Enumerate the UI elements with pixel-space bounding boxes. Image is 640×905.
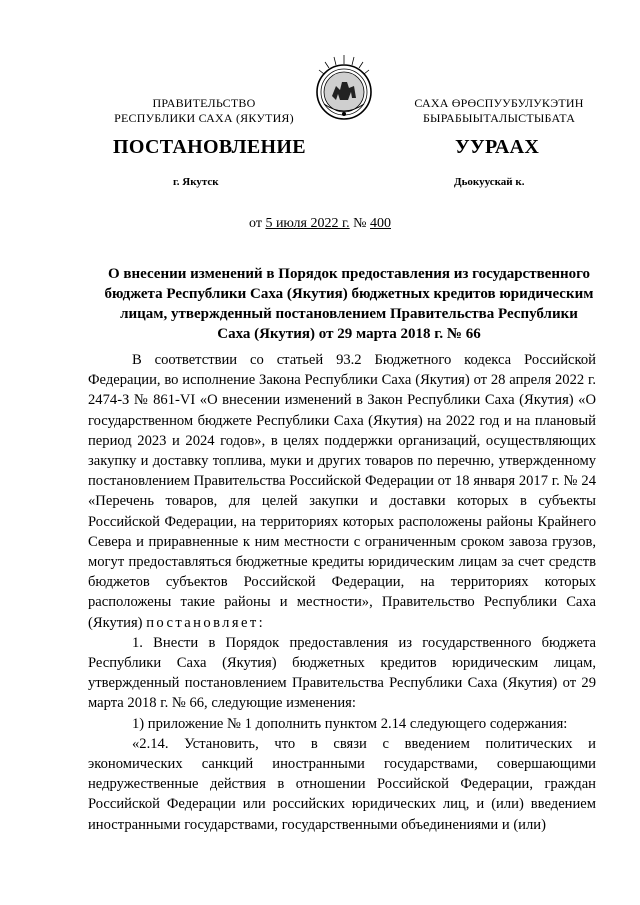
document-date: 5 июля 2022 г.: [265, 216, 350, 231]
date-prefix: от: [249, 216, 266, 231]
decree-word: постановляет:: [146, 614, 266, 631]
issuer-name-russian: [104, 96, 304, 126]
clause-1-paragraph: 1. Внести в Порядок предоставления из государственного бюджета Республики Саха (Якутия) бюджетных кредитов юридическим лицам, утвержденный постановлением Правительства Республики Саха (Якутия) от 29 марта 2018 г. № 66, следующие изменения:: [88, 634, 596, 712]
issuer-line: БЫРАБЫЫТАЛЫСТЫБАТА: [422, 111, 576, 125]
sakha-coat-of-arms-icon: [314, 54, 374, 132]
preamble-paragraph: [88, 350, 596, 633]
document-title: О внесении изменений в Порядок предоставления из государственного бюджета Республики Саха (Якутия) бюджетных кредитов юридическим лицам, утвержденный постановлением Правительства Республики Саха (Якутия) от 29 марта 2018 г. № 66: [104, 266, 594, 342]
issuer-line: РЕСПУБЛИКИ САХА (ЯКУТИЯ): [114, 111, 294, 125]
issuer-name-yakut: [384, 96, 614, 126]
issuer-line: ПРАВИТЕЛЬСТВО: [152, 96, 256, 110]
city-russian: г. Якутск: [173, 176, 219, 188]
preamble-text: В соответствии со статьей 93.2 Бюджетного кодекса Российской Федерации, во исполнение Закона Республики Саха (Якутия) от 28 апреля 2022 г. 2474-З № 861-VI «О внесении изменений в Закон Республики Саха (Якутия) «О государственном бюджете Республики Саха (Якутия) на 2022 год и на плановый период 2023 и 2024 годов», в целях поддержки организаций, осуществляющих закупку и доставку топлива, муки и других товаров по перечню, утвержденному постановлением Правительства Российской Федерации от 18 января 2017 г. № 24 «Перечень товаров, для целей закупки и доставки которых в субъекты Российской Федерации, на территориях которых расположены районы Крайнего Севера и приравненные к ним местности с ограниченным сроком завоза грузов, могут предоставляться бюджетные кредиты юридическим лицам за счет средств бюджетов субъектов Российской Федерации, на территориях которых расположены такие районы и местности», Правительство Республики Саха (Якутия): [88, 352, 596, 631]
clause-2-14-paragraph: «2.14. Установить, что в связи с введением политических и экономических санкций иностранными государствами, совершающими недружественные действия в отношении Российской Федерации, граждан Российской Федерации или российских юридических лиц, и (или) введением иностранными государствами, государственными объединениями и (или): [88, 735, 596, 833]
number-prefix: №: [349, 216, 370, 231]
document-type-russian: ПОСТАНОВЛЕНИЕ: [113, 136, 306, 158]
city-yakut: Дьокуускай к.: [454, 176, 525, 188]
issuer-line: САХА ӨРӨСПУУБУЛУКЭТИН: [414, 96, 584, 110]
document-body: [88, 350, 596, 835]
subclause-1-paragraph: 1) приложение № 1 дополнить пунктом 2.14 следующего содержания:: [132, 715, 568, 732]
document-number: 400: [370, 216, 391, 231]
document-date-number: [0, 216, 640, 232]
document-type-yakut: УУРААХ: [455, 136, 540, 158]
